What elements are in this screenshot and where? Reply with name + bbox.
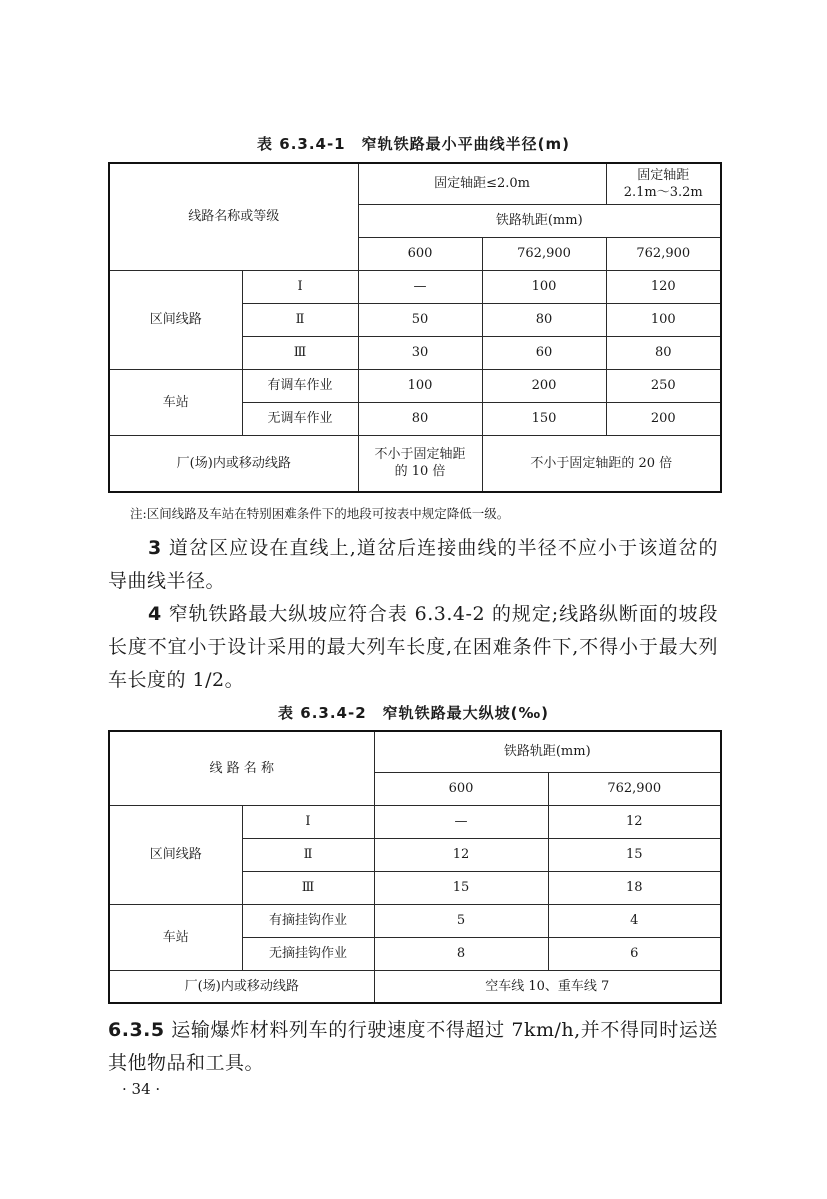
t1-grade: Ⅲ (242, 336, 358, 369)
page-number: · 34 · (122, 1080, 161, 1098)
table1 (108, 162, 722, 493)
t1-grade: 有调车作业 (242, 369, 358, 402)
t2-cell: 12 (548, 805, 721, 838)
t1-station-label: 车站 (109, 369, 242, 435)
t2-grade: 无摘挂钩作业 (242, 937, 374, 970)
table1-caption: 表 6.3.4-1 窄轨铁路最小平曲线半径(m) (257, 135, 570, 153)
t1-cell: 150 (482, 402, 606, 435)
t1-cell: 100 (606, 303, 721, 336)
t1-factory-v1-line2: 的 10 倍 (394, 464, 446, 480)
t2-section-label: 区间线路 (109, 805, 242, 904)
t1-factory-v23: 不小于固定轴距的 20 倍 (482, 435, 721, 492)
t1-cell: 250 (606, 369, 721, 402)
t1-fixed-le-header: 固定轴距≤2.0m (358, 163, 606, 204)
t2-factory-label: 厂(场)内或移动线路 (109, 970, 374, 1003)
t1-factory-v1 (358, 435, 482, 492)
clause-3-text: 道岔区应设在直线上,道岔后连接曲线的半径不应小于该道岔的导曲线半径。 (108, 537, 718, 592)
t1-gauge-600: 600 (358, 237, 482, 270)
t2-cell: 15 (548, 838, 721, 871)
t1-gauge-header: 铁路轨距(mm) (358, 204, 721, 237)
t1-gauge-762-900-b: 762,900 (606, 237, 721, 270)
t1-cell: 80 (606, 336, 721, 369)
t1-fixed-range-header (606, 163, 721, 204)
t1-cell: 200 (482, 369, 606, 402)
t1-line-name-header: 线路名称或等级 (109, 163, 358, 270)
t2-station-label: 车站 (109, 904, 242, 970)
clause-4-text: 窄轨铁路最大纵坡应符合表 6.3.4-2 的规定;线路纵断面的坡段长度不宜小于设计采用的最大列车长度,在困难条件下,不得小于最大列车长度的 1/2。 (108, 603, 718, 691)
clause-6-3-5 (108, 1014, 718, 1080)
t2-cell: 18 (548, 871, 721, 904)
t2-gauge-header: 铁路轨距(mm) (374, 731, 721, 772)
t2-gauge-600: 600 (374, 772, 548, 805)
t1-grade: 无调车作业 (242, 402, 358, 435)
t1-cell: 60 (482, 336, 606, 369)
t1-cell: 50 (358, 303, 482, 336)
t2-cell: 15 (374, 871, 548, 904)
t1-grade: Ⅱ (242, 303, 358, 336)
t1-grade: Ⅰ (242, 270, 358, 303)
clause-6-3-5-text: 运输爆炸材料列车的行驶速度不得超过 7km/h,并不得同时运送其他物品和工具。 (108, 1019, 718, 1074)
t1-section-label: 区间线路 (109, 270, 242, 369)
clause-6-3-5-number: 6.3.5 (108, 1019, 165, 1041)
t2-grade: Ⅲ (242, 871, 374, 904)
t1-cell: 200 (606, 402, 721, 435)
t2-factory-value: 空车线 10、重车线 7 (374, 970, 721, 1003)
t1-cell: 80 (358, 402, 482, 435)
t2-cell: — (374, 805, 548, 838)
t2-gauge-762-900: 762,900 (548, 772, 721, 805)
t2-grade: 有摘挂钩作业 (242, 904, 374, 937)
t2-line-name-header: 线 路 名 称 (109, 731, 374, 805)
table2-caption: 表 6.3.4-2 窄轨铁路最大纵坡(‰) (278, 704, 549, 722)
clause-4-number: 4 (148, 603, 162, 625)
clause-3 (108, 532, 718, 598)
t1-factory-v1-line1: 不小于固定轴距 (374, 447, 466, 463)
t1-cell: 120 (606, 270, 721, 303)
clause-3-number: 3 (148, 537, 162, 559)
clause-4 (108, 598, 718, 697)
t2-cell: 4 (548, 904, 721, 937)
t2-cell: 12 (374, 838, 548, 871)
t2-grade: Ⅱ (242, 838, 374, 871)
t1-cell: 100 (358, 369, 482, 402)
t2-cell: 5 (374, 904, 548, 937)
t2-cell: 6 (548, 937, 721, 970)
t1-cell: — (358, 270, 482, 303)
table2 (108, 730, 722, 1004)
t1-fixed-range-line2: 2.1m～3.2m (623, 184, 703, 200)
t2-cell: 8 (374, 937, 548, 970)
t1-fixed-range-line1: 固定轴距 (637, 167, 690, 183)
t1-factory-label: 厂(场)内或移动线路 (109, 435, 358, 492)
table1-note: 注:区间线路及车站在特别困难条件下的地段可按表中规定降低一级。 (130, 506, 510, 521)
t1-cell: 100 (482, 270, 606, 303)
t2-grade: Ⅰ (242, 805, 374, 838)
t1-gauge-762-900: 762,900 (482, 237, 606, 270)
t1-cell: 30 (358, 336, 482, 369)
t1-cell: 80 (482, 303, 606, 336)
